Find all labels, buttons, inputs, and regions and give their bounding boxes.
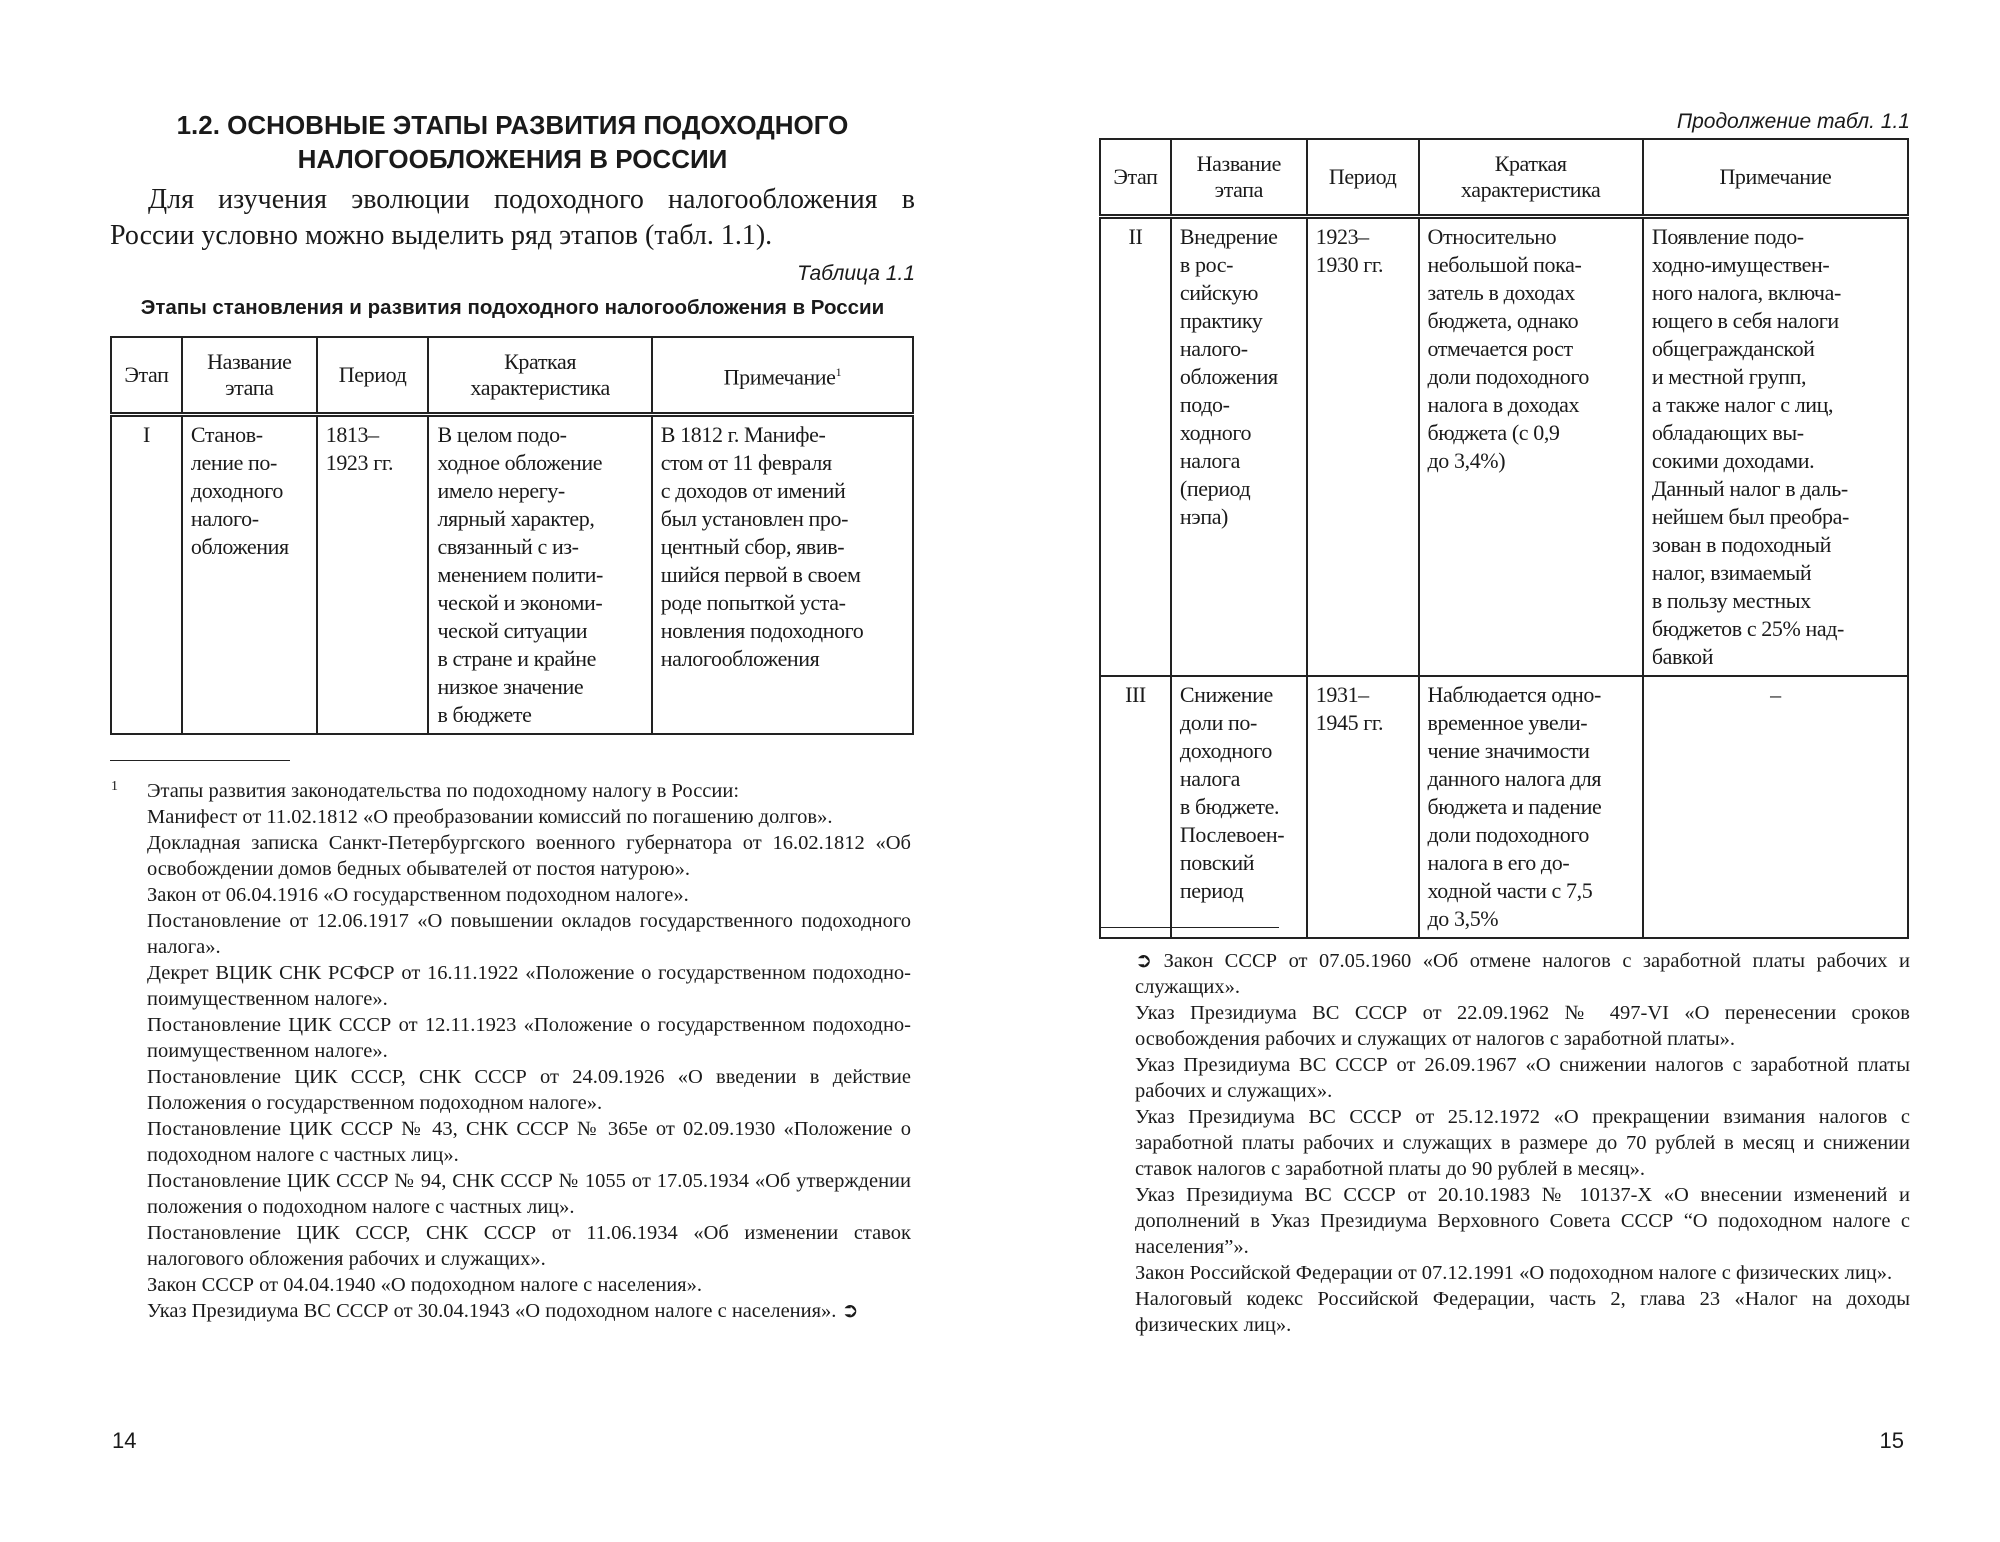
footnote-line: Постановление ЦИК СССР, СНК СССР от 11.06.1934 «Об изменении ставок налогового обложения рабочих и служащих». [147,1222,911,1270]
cell-description: Относительно небольшой пока- затель в доходах бюджета, однако отмечается рост доли подоходного налога в доходах бюджета (с 0,9 до 3,4%) [1419,217,1643,677]
stages-table-continued [1099,138,1909,939]
header-period: Период [317,337,429,415]
footnotes [111,778,911,1324]
footnote-line: Налоговый кодекс Российской Федерации, часть 2, глава 23 «Налог на доходы физических лиц». [1135,1288,1910,1336]
table-title: Этапы становления и развития подоходного налогообложения в России [140,296,885,319]
footnote-line: Постановление ЦИК СССР от 12.11.1923 «Положение о государственном подоходно-поимущественном налоге». [147,1014,911,1062]
footnote-line: Указ Президиума ВС СССР от 26.09.1967 «О снижении налогов с заработной платы рабочих и служащих». [1135,1054,1910,1102]
cell-stage: II [1100,217,1171,677]
intro-paragraph: Для изучения эволюции подоходного налогообложения в России условно можно выделить ряд этапов (табл. 1.1). [110,184,915,251]
footnote-line: Постановление ЦИК СССР № 94, СНК СССР № 1055 от 17.05.1934 «Об утверждении положения о подоходном налоге с частных лиц». [147,1170,911,1218]
header-stage: Этап [111,337,182,415]
cell-name: Станов- ление по- доходного налого- обложения [182,415,317,735]
cell-description: Наблюдается одно- временное увели- чение значимости данного налога для бюджета и падение доли подоходного налога в его до- ходной части с 7,5 до 3,5% [1419,676,1643,938]
cell-stage: I [111,415,182,735]
footnote-divider [1099,927,1279,928]
cell-period: 1931– 1945 гг. [1307,676,1419,938]
table-row [1100,217,1908,677]
cell-description: В целом подо- ходное обложение имело нерегу- лярный характер, связанный с из- менением полити- ческой и экономи- ческой ситуации в стране и крайне низкое значение в бюджете [428,415,651,735]
cell-note: В 1812 г. Манифе- стом от 11 февраля с доходов от имений был установлен про- центный сбор, явив- шийся первой в своем роде попыткой уста- новления подоходного налогообложения [652,415,913,735]
continuation-label: Продолжение табл. 1.1 [1676,110,1910,133]
footnote-line: Закон от 06.04.1916 «О государственном подоходном налоге». [147,884,689,906]
header-name: Название этапа [1171,139,1307,217]
header-description: Краткая характеристика [428,337,651,415]
header-note [652,337,913,415]
stages-table [110,336,914,735]
header-name: Название этапа [182,337,317,415]
footnote-line: Постановление ЦИК СССР, СНК СССР от 24.09.1926 «О введении в действие Положения о государственном подоходном налоге». [147,1066,911,1114]
table-header-row [1100,139,1908,217]
section-title: 1.2. ОСНОВНЫЕ ЭТАПЫ РАЗВИТИЯ ПОДОХОДНОГО НАЛОГООБЛОЖЕНИЯ В РОССИИ [176,110,849,174]
footnote-line: Этапы развития законодательства по подоходному налогу в России: [147,780,740,802]
footnote-line: Закон Российской Федерации от 07.12.1991 «О подоходном налоге с физических лиц». [1135,1262,1893,1284]
footnote-line: Постановление от 12.06.1917 «О повышении окладов государственного подоходного налога». [147,910,911,958]
header-note: Примечание [1643,139,1908,217]
footnote-line: Указ Президиума ВС СССР от 25.12.1972 «О прекращении взимания налогов с заработной платы рабочих и служащих в размере до 70 рублей в месяц и снижении ставок налогов с заработной платы до 90 рублей в месяц». [1135,1106,1910,1180]
table-label: Таблица 1.1 [797,262,915,285]
footnote-line: Указ Президиума ВС СССР от 22.09.1962 № 497-VI «О перенесении сроков освобождения рабочих и служащих от налогов с заработной платы». [1135,1002,1910,1050]
footnote-line: ➲ Закон СССР от 07.05.1960 «Об отмене налогов с заработной платы рабочих и служащих». [1135,950,1910,998]
table-header-row [111,337,913,415]
cell-stage: III [1100,676,1171,938]
cell-note: – [1643,676,1908,938]
cell-name: Внедрение в рос- сийскую практику налого- обложения подо- ходного налога (период нэпа) [1171,217,1307,677]
page-number: 14 [112,1428,137,1453]
header-period: Период [1307,139,1419,217]
footnotes [1135,948,1910,1338]
footnote-line: Закон СССР от 04.04.1940 «О подоходном налоге с населения». [147,1274,702,1296]
page-number: 15 [1879,1428,1904,1453]
cell-period: 1923– 1930 гг. [1307,217,1419,677]
footnote-line: Указ Президиума ВС СССР от 20.10.1983 № 10137-X «О внесении изменений и дополнений в Указ Президиума Верховного Совета СССР “О подоходном налоге с населения”». [1135,1184,1910,1258]
footnote-line: Докладная записка Санкт-Петербургского военного губернатора от 16.02.1812 «Об освобождении домов бедных обывателей от постоя натурою». [147,832,911,880]
table-row [1100,676,1908,938]
header-stage: Этап [1100,139,1171,217]
cell-name: Снижение доли по- доходного налога в бюджете. Послевоен- повский период [1171,676,1307,938]
right-page [1000,0,2000,1542]
table-row [111,415,913,735]
cell-note: Появление подо- ходно-имуществен- ного налога, включа- ющего в себя налоги общегражданской и местной групп, а также налог с лиц, обладающих вы- сокими доходами. Данный налог в даль- нейшем был преобра- зован в подоходный налог, взимаемый в пользу местных бюджетов с 25% над- бавкой [1643,217,1908,677]
footnote-divider [110,760,290,761]
header-description: Краткая характеристика [1419,139,1643,217]
footnote-mark: 1 [111,779,118,794]
footnote-line: Указ Президиума ВС СССР от 30.04.1943 «О подоходном налоге с населения». ➲ [147,1300,859,1322]
cell-period: 1813– 1923 гг. [317,415,429,735]
footnote-ref: 1 [835,365,842,380]
footnote-line: Постановление ЦИК СССР № 43, СНК СССР № 365е от 02.09.1930 «Положение о подоходном налоге с частных лиц». [147,1118,911,1166]
footnote-line: Декрет ВЦИК СНК РСФСР от 16.11.1922 «Положение о государственном подоходно-поимущественном налоге». [147,962,911,1010]
header-note-label: Примечание [723,364,836,390]
footnote-line: Манифест от 11.02.1812 «О преобразовании комиссий по погашению долгов». [147,806,833,828]
